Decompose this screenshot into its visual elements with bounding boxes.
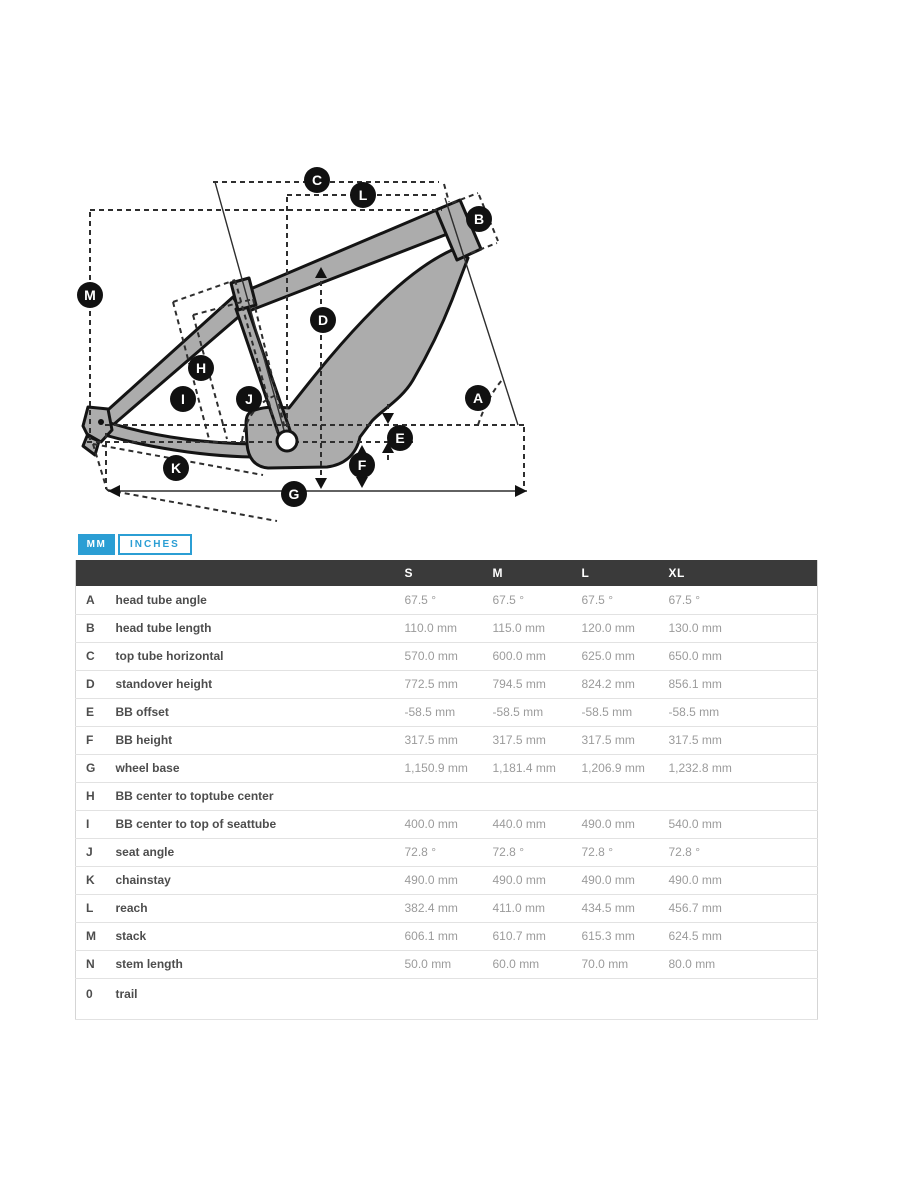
tab-inches[interactable]: INCHES bbox=[118, 534, 192, 555]
row-letter: F bbox=[76, 726, 106, 754]
g-arrow-right bbox=[515, 485, 527, 497]
diagram-badge-letter-l: L bbox=[358, 187, 368, 203]
value-l: 317.5 mm bbox=[578, 726, 665, 754]
row-letter: D bbox=[76, 670, 106, 698]
value-m: 60.0 mm bbox=[489, 950, 578, 978]
row-label: BB center to top of seattube bbox=[106, 810, 401, 838]
value-xl: 80.0 mm bbox=[665, 950, 818, 978]
row-letter: E bbox=[76, 698, 106, 726]
frame-silhouette bbox=[83, 200, 484, 468]
row-label: chainstay bbox=[106, 866, 401, 894]
value-l: 615.3 mm bbox=[578, 922, 665, 950]
row-letter: I bbox=[76, 810, 106, 838]
value-m: 440.0 mm bbox=[489, 810, 578, 838]
table-row-f bbox=[76, 726, 818, 754]
geometry-table-header bbox=[76, 560, 818, 586]
row-letter: M bbox=[76, 922, 106, 950]
diagram-badge-letter-h: H bbox=[195, 360, 207, 376]
value-xl: 490.0 mm bbox=[665, 866, 818, 894]
value-s: 72.8 ° bbox=[401, 838, 489, 866]
value-m: 115.0 mm bbox=[489, 614, 578, 642]
value-xl: 456.7 mm bbox=[665, 894, 818, 922]
row-label: stem length bbox=[106, 950, 401, 978]
value-xl bbox=[665, 978, 818, 1019]
row-label: BB center to toptube center bbox=[106, 782, 401, 810]
row-letter: J bbox=[76, 838, 106, 866]
column-header-m: M bbox=[489, 560, 578, 586]
value-s: 772.5 mm bbox=[401, 670, 489, 698]
diagram-badge-letter-b: B bbox=[473, 211, 485, 227]
value-xl: 72.8 ° bbox=[665, 838, 818, 866]
diagram-badge-letter-g: G bbox=[288, 486, 300, 502]
value-xl: -58.5 mm bbox=[665, 698, 818, 726]
f-arrow-down bbox=[356, 477, 368, 488]
column-header-spacer bbox=[76, 560, 106, 586]
row-letter: K bbox=[76, 866, 106, 894]
value-m: 72.8 ° bbox=[489, 838, 578, 866]
row-label: standover height bbox=[106, 670, 401, 698]
row-label: wheel base bbox=[106, 754, 401, 782]
value-s: 400.0 mm bbox=[401, 810, 489, 838]
value-xl: 317.5 mm bbox=[665, 726, 818, 754]
diagram-badge-letter-i: I bbox=[181, 391, 185, 407]
value-m bbox=[489, 782, 578, 810]
rear-axle-dot bbox=[98, 419, 104, 425]
k-chainstay-lower bbox=[107, 490, 277, 521]
value-xl: 540.0 mm bbox=[665, 810, 818, 838]
value-s: 50.0 mm bbox=[401, 950, 489, 978]
row-letter: G bbox=[76, 754, 106, 782]
diagram-badge-letter-k: K bbox=[170, 460, 182, 476]
table-row-c bbox=[76, 642, 818, 670]
value-xl: 856.1 mm bbox=[665, 670, 818, 698]
value-m: 411.0 mm bbox=[489, 894, 578, 922]
row-label: BB height bbox=[106, 726, 401, 754]
value-s: -58.5 mm bbox=[401, 698, 489, 726]
value-l: 824.2 mm bbox=[578, 670, 665, 698]
row-letter: 0 bbox=[76, 978, 106, 1019]
row-letter: N bbox=[76, 950, 106, 978]
value-l: 1,206.9 mm bbox=[578, 754, 665, 782]
value-s: 110.0 mm bbox=[401, 614, 489, 642]
value-xl: 1,232.8 mm bbox=[665, 754, 818, 782]
value-m: 67.5 ° bbox=[489, 586, 578, 614]
table-row-l bbox=[76, 894, 818, 922]
row-label: seat angle bbox=[106, 838, 401, 866]
row-label: head tube length bbox=[106, 614, 401, 642]
value-l: 490.0 mm bbox=[578, 866, 665, 894]
row-letter: B bbox=[76, 614, 106, 642]
table-row-0 bbox=[76, 978, 818, 1019]
diagram-badge-letter-f: F bbox=[357, 457, 367, 473]
column-header-l: L bbox=[578, 560, 665, 586]
row-letter: L bbox=[76, 894, 106, 922]
table-row-m bbox=[76, 922, 818, 950]
value-s: 1,150.9 mm bbox=[401, 754, 489, 782]
b-head-top-tick bbox=[452, 193, 478, 203]
row-label: trail bbox=[106, 978, 401, 1019]
g-wheelbase-arrow bbox=[108, 485, 527, 497]
frame-diagram-svg bbox=[75, 148, 557, 526]
value-s: 606.1 mm bbox=[401, 922, 489, 950]
column-header-spacer bbox=[106, 560, 401, 586]
table-row-d bbox=[76, 670, 818, 698]
row-letter: H bbox=[76, 782, 106, 810]
table-row-b bbox=[76, 614, 818, 642]
tab-mm[interactable]: MM bbox=[78, 534, 115, 555]
value-l bbox=[578, 782, 665, 810]
value-l: 67.5 ° bbox=[578, 586, 665, 614]
diagram-badge-letter-d: D bbox=[317, 312, 329, 328]
geometry-table bbox=[75, 560, 818, 1020]
value-l: 490.0 mm bbox=[578, 810, 665, 838]
value-l: 625.0 mm bbox=[578, 642, 665, 670]
value-xl: 650.0 mm bbox=[665, 642, 818, 670]
table-row-e bbox=[76, 698, 818, 726]
diagram-badge-letter-a: A bbox=[472, 390, 484, 406]
table-row-k bbox=[76, 866, 818, 894]
table-row-i bbox=[76, 810, 818, 838]
value-s: 570.0 mm bbox=[401, 642, 489, 670]
row-label: reach bbox=[106, 894, 401, 922]
value-l: 434.5 mm bbox=[578, 894, 665, 922]
column-header-s: S bbox=[401, 560, 489, 586]
value-m: 794.5 mm bbox=[489, 670, 578, 698]
g-arrow-left bbox=[108, 485, 120, 497]
value-m: -58.5 mm bbox=[489, 698, 578, 726]
row-label: head tube angle bbox=[106, 586, 401, 614]
diagram-badge-letter-j: J bbox=[245, 391, 253, 407]
unit-toggle bbox=[78, 534, 192, 555]
value-xl bbox=[665, 782, 818, 810]
value-m: 600.0 mm bbox=[489, 642, 578, 670]
diagram-badge-letter-c: C bbox=[311, 172, 323, 188]
value-m: 317.5 mm bbox=[489, 726, 578, 754]
value-s: 317.5 mm bbox=[401, 726, 489, 754]
table-row-j bbox=[76, 838, 818, 866]
table-row-g bbox=[76, 754, 818, 782]
value-s: 67.5 ° bbox=[401, 586, 489, 614]
bottom-bracket-marker bbox=[277, 431, 297, 451]
value-m bbox=[489, 978, 578, 1019]
value-s bbox=[401, 782, 489, 810]
value-xl: 624.5 mm bbox=[665, 922, 818, 950]
table-row-a bbox=[76, 586, 818, 614]
value-l: 120.0 mm bbox=[578, 614, 665, 642]
row-letter: A bbox=[76, 586, 106, 614]
value-s: 490.0 mm bbox=[401, 866, 489, 894]
value-s bbox=[401, 978, 489, 1019]
column-header-xl: XL bbox=[665, 560, 818, 586]
value-s: 382.4 mm bbox=[401, 894, 489, 922]
value-m: 1,181.4 mm bbox=[489, 754, 578, 782]
value-l: 72.8 ° bbox=[578, 838, 665, 866]
i-box-top bbox=[173, 280, 235, 302]
value-l: -58.5 mm bbox=[578, 698, 665, 726]
value-m: 610.7 mm bbox=[489, 922, 578, 950]
diagram-badge-letter-e: E bbox=[395, 430, 405, 446]
row-label: top tube horizontal bbox=[106, 642, 401, 670]
value-xl: 67.5 ° bbox=[665, 586, 818, 614]
value-m: 490.0 mm bbox=[489, 866, 578, 894]
geometry-table-body bbox=[76, 586, 818, 1019]
value-l: 70.0 mm bbox=[578, 950, 665, 978]
e-arrow-down bbox=[382, 413, 394, 424]
table-row-n bbox=[76, 950, 818, 978]
table-row-h bbox=[76, 782, 818, 810]
row-letter: C bbox=[76, 642, 106, 670]
diagram-badge-letter-m: M bbox=[84, 287, 96, 303]
d-arrow-down bbox=[315, 478, 327, 489]
seat-stays bbox=[99, 297, 243, 431]
row-label: stack bbox=[106, 922, 401, 950]
frame-geometry-diagram bbox=[75, 148, 557, 526]
value-xl: 130.0 mm bbox=[665, 614, 818, 642]
value-l bbox=[578, 978, 665, 1019]
row-label: BB offset bbox=[106, 698, 401, 726]
